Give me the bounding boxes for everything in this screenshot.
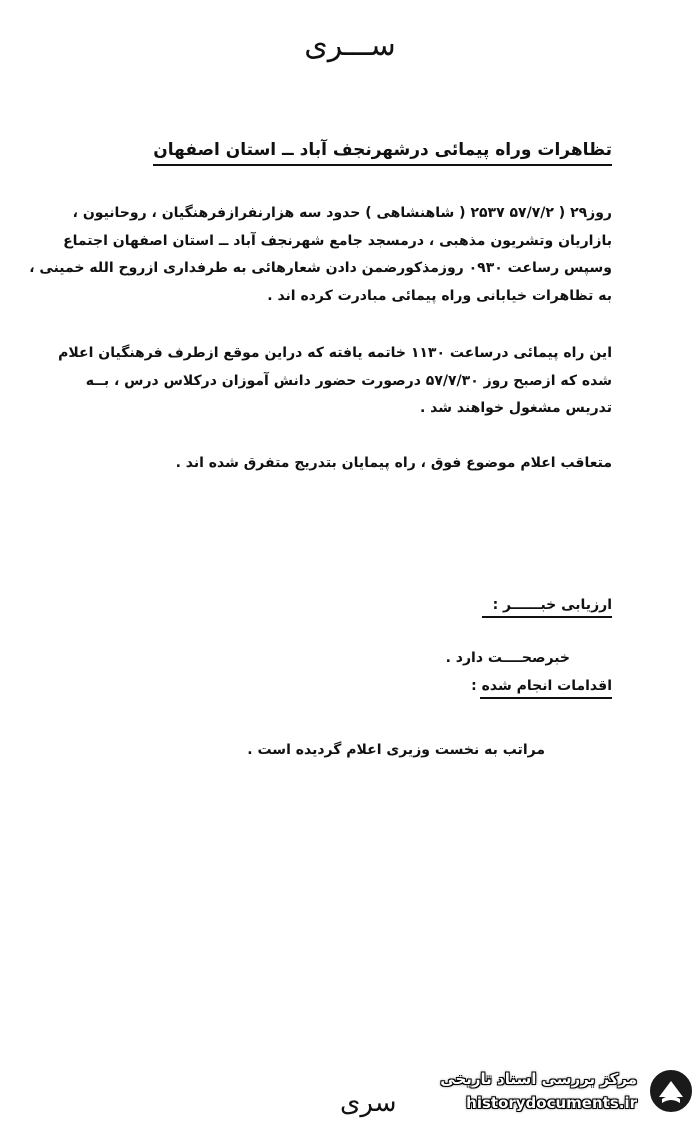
watermark-url: historydocuments.ir [466, 1094, 637, 1112]
watermark [400, 1064, 695, 1122]
actions-heading: اقدامات انجام شده : [480, 678, 612, 699]
paragraph-2 [58, 340, 612, 423]
document-title: تظاهرات وراه پیمائی درشهرنجف آباد ــ استان اصفهان [153, 140, 612, 166]
paragraph-line: بازاریان وتشریون مذهبی ، درمسجد جامع شهرنجف آباد ــ استان اصفهان اجتماع [63, 232, 612, 249]
paragraph-line: این راه پیمائی درساعت ۱۱۳۰ خاتمه یافته که دراین موقع ازطرف فرهنگیان اعلام [58, 345, 612, 361]
paragraph-3 [82, 450, 612, 478]
classification-header: ســـری [304, 28, 396, 63]
evaluation-heading: ارزیابی خبــــــر : [482, 597, 612, 618]
paragraph-line: شده که ازصبح روز ۵۷/۷/۳۰ درصورت حضور دانش آموزان درکلاس درس ، بــه [85, 372, 612, 389]
actions-text: مراتب به نخست وزیری اعلام گردیده است . [247, 742, 545, 758]
document-book-icon [647, 1067, 695, 1115]
evaluation-text: خبرصحــــت دارد . [445, 650, 570, 666]
classification-footer: سری [340, 1088, 397, 1118]
watermark-persian: مرکز بررسی اسناد تاریخی [440, 1070, 637, 1088]
paragraph-line: تدریس مشغول خواهند شد . [419, 400, 612, 416]
paragraph-line: روز۲۹ ( ۵۷/۷/۲ ۲۵۳۷ ( شاهنشاهی ) حدود سه هزارنفرازفرهنگیان ، روحانیون ، [72, 205, 612, 221]
paragraph-1 [29, 200, 612, 310]
paragraph-line: متعاقب اعلام موضوع فوق ، راه پیمایان بتدریج متفرق شده اند . [175, 455, 612, 471]
paragraph-line: به تظاهرات خیابانی وراه پیمائی مبادرت کرده اند . [267, 287, 612, 304]
paragraph-line: وسپس رساعت ۰۹۳۰ روزمذکورضمن دادن شعارهائی به طرفداری ازروح الله خمینی ، [29, 260, 612, 276]
